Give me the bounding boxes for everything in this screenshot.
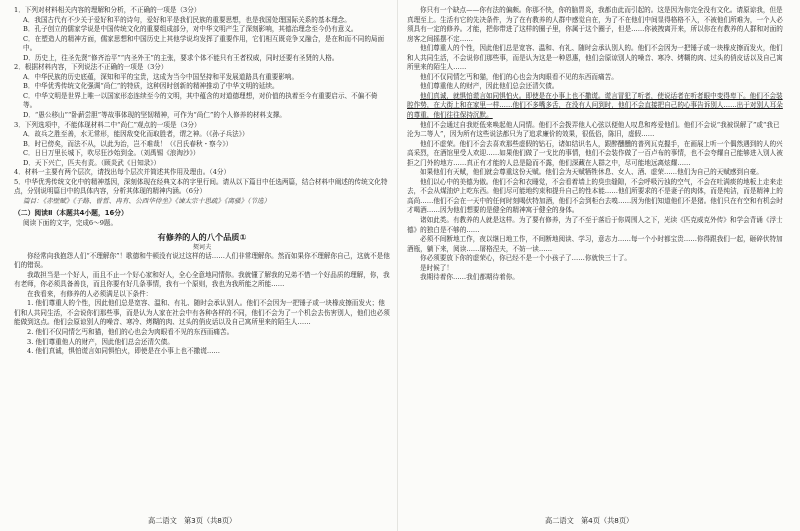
- q3-option-b: B．时已傍矣，而法不从，以此为治，岂不难哉！（《吕氏春秋・察今》）: [23, 139, 233, 148]
- article-paragraph: 我期待着你……我们都期待着你。: [420, 273, 519, 282]
- q3-option-a: A．故兵之胜至善，水无常形，能因敌变化而取胜者，谓之神。（《孙子兵法》）: [23, 130, 249, 139]
- q5-titles-label: 篇目：: [23, 196, 43, 205]
- question-2: 2．根据材料内容，下列说法不正确的一项是（3分）: [14, 63, 168, 72]
- q1-option-d: D．历史上，往圣先贤“修齐治平”“内圣外王”的主张，要求个体不能只有王者权威，同时还要有圣贤的人格。: [23, 53, 339, 62]
- article-paragraph: 你经常向我抱怨人们“不理解你”！歌德和牛顿没有说过这样的话……人们非常理解你。然而如果你不理解你自己，这就不是他们的错误。: [14, 251, 390, 270]
- article-paragraph: 诸如此类。有教养的人就是这样。为了要有修养，为了不至于落后于你周围人之下，光读《匹克威克外传》和学会背诵《浮士德》的独白是不够的……: [407, 216, 783, 234]
- q2-option-b: B．中华优秀传统文化强调“尚仁”的特质，这种因时创新的精神推动了中华文明的延续。: [23, 82, 279, 91]
- page-fold-divider: [397, 0, 398, 531]
- q3-option-c: C．日日万里长城下，吹尽狂沙始到金。（刘禹锡《浪淘沙》）: [23, 149, 200, 158]
- article-paragraph: 他们不虚荣。他们不会去喜欢那些虚假的钻石，诸如结识名人，跟醉醺醺的普列瓦克握手，在画展上听一个偶然遇到的人的兴高采烈，在酒馆里受人欢迎……如果他们做了一戈比的事情，他们不会装作做了一百卢布的事情，也不会夸耀自己能够进入别人被拒之门外的地方……真正有才能的人总是隐而不露，他们深藏在人群之中，尽可能地远离炫耀……: [407, 139, 783, 167]
- page-3-footer: 高二语文 第3页（共8页）: [148, 516, 237, 525]
- q2-option-d: D．“愚公移山”“卧薪尝胆”等故事体现的坚韧精神，可作为“尚仁”的个人修养的材料支撑。: [23, 111, 286, 120]
- question-4: 4．材料一主要有两个层次，请找出每个层次并简述其作用及理由。（4分）: [14, 168, 231, 177]
- article-paragraph: 他们不会通过自我贬低来唤起他人同情。他们不会拨弄他人心弦以便他人叹息和疼爱他们。他们不会说“我被误解了”或“我已沦为二等人”，因为所有这些说法都只为了追求廉价的效果，很低俗，陈旧，虚假……: [407, 120, 780, 139]
- question-1: 1．下列对材料相关内容的理解和分析，不正确的一项是（3分）: [14, 6, 201, 14]
- page-4-column: [407, 6, 783, 514]
- article-paragraph: 1. 他们尊重人的个性，因此他们总是宽容、温和、有礼、随时会承认别人。他们不会因为一把锤子或一块橡皮擦而发火；他们和人共同生活，不会说你们那些事，而是认为人家在社会中有各种各样的不同，他们不会为了一个机会去伤害别人，他们也必须能做到这点。他们会原谅别人的噪音、寒冷、烤糊的肉、过头的俏皮话以及自己寓所里来的陌生人……: [14, 299, 390, 327]
- article-paragraph: 是时候了！: [420, 263, 453, 272]
- q2-option-c: C．中华文明是世界上唯一以国家形态连续至今的文明，其中蕴含的对道德理想，对价值的执着至今有重要启示、不偏不倚等。: [23, 91, 378, 110]
- article-paragraph: 4. 他们真诚，惧怕谎言如同惧怕火，即使是在小事上也不撒谎……: [27, 347, 221, 356]
- article-paragraph-underlined: 他们真诚，就惧怕谎言如同惧怕火。即使是在小事上也不撒谎。谎言冒犯了听者，使说话者在听者眼中变得卑下。他们不会装腔作势，在大街上和在家里一样……他们不多嘴多舌，在没有人问到时，他们不会直接把自己的心事告诉别人……出于对别人耳朵的尊重，他们往往保持沉默。: [407, 91, 783, 120]
- section-heading: （二）阅读Ⅱ（本题共4小题，16分）: [14, 209, 128, 218]
- article-paragraph: 他们以心中的美德为傲。他们不会和衣睡觉，不会看着墙上的臭虫缝隙，不会呼吸污浊的空气，不会在吐满痰的地板上走来走去，不会从煤油炉上吃东西。他们尽可能地约束和提升自己的性本能……他们所要求的不是妻子的肉体，而是纯洁，而是精神上的高尚……他们不会在一天中的任何时刻喝伏特加酒，他们不会到柜台去嗅……因为他们知道他们不是猪。他们只在有空和有机会时才喝酒……因为他们想要的是健全的精神寓于健全的身体。: [407, 177, 783, 215]
- article-paragraph: 我敢担当是一个好人，而且不止一个好心家和好人，全心全意地同情你。我就懂了解我的兄弟不惜一个好品质的理解，你，我有老师，你必须具备善良，而且你要有好几条事情，我有一个原则，我也为我所能之所能……: [14, 270, 390, 289]
- article-paragraph: 在我看来，有修养的人必须满足以下条件：: [27, 289, 153, 298]
- article-paragraph: 2. 他们不仅同情乞丐和猫，他们的心也会为肉眼看不见的东西而痛苦。: [27, 327, 234, 336]
- section-intro: 阅读下面的文字，完成6～9题。: [23, 219, 118, 228]
- q5-titles: 《赤壁赋》《子路、曾皙、冉有、公西华侍坐》《谏太宗十思疏》《离骚》（节选）: [42, 196, 271, 205]
- article-paragraph: 你只有一个缺点——你有法的偏颇。你那不快，你的脑胃炎，我都由此而引起的。这是因为你完全没有文化。请原谅我，但是真理至上。生活有它的先决条件，为了在有教养的人群中感觉自在，为了不在他们中间显得格格不入，不被他们所难为，一个人必须具有一定的修养。才能，把你带进了这样的圈子里，你属于这个圈子，但是……你被拽离开来，所以你在有教养的人群和对面的房客之间摇摆不定……: [407, 6, 783, 43]
- article-paragraph: 3. 他们尊重他人的财产，因此他们总会还清欠债。: [27, 337, 174, 346]
- q5-titles-line: [23, 197, 390, 207]
- q1-option-a: A．我国古代有不少关于爱好和平的诗句，爱好和平是我们民族的重要思想，也是我国处理国际关系的基本理念。: [23, 15, 351, 24]
- article-paragraph: 他们不仅同情乞丐和猫，他们的心也会为肉眼看不见的东西而痛苦。: [420, 72, 618, 81]
- q1-option-c: C．在塑造人的精神方面，儒家思想和中国历史上其他学说均发挥了重要作用，它们相互既竞争又融合，是在和而不同的局面中。: [23, 34, 385, 53]
- article-paragraph: 必须不间断地工作，夜以继日地工作，不间断地阅读、学习，意志力……每一个小时都宝贵……你得跟我们一起，砸碎伏特加酒瓶，躺下来，阅读……屠格涅夫，不妨一读……: [407, 235, 783, 253]
- question-5: 5．中华优秀传统文化中的精神基因，深刻体现在经典文本的字里行间。请从以下篇目中任选两篇，结合材料中阐述的传统文化特点，分别说明篇目中的具体内容，分析其体现的精神内涵。（6分）: [14, 177, 388, 196]
- article-paragraph: 你必须要放下你的虚荣心，你已经不是一个小孩子了……你就快三十了。: [420, 254, 631, 263]
- q2-option-a: A．中华民族的历史底蕴，深知和平的宝贵，这成为当今中国坚持和平发展道路具有重要影响。: [23, 72, 299, 81]
- page-4-footer: 高二语文 第4页（共8页）: [545, 516, 634, 525]
- page-3-column: [14, 6, 390, 514]
- article-author: 契诃夫: [192, 243, 212, 251]
- article-paragraph: 他们尊重人的个性，因此他们总是宽容、温和、有礼、随时会承认别人的。他们不会因为一把锤子或一块橡皮擦而发火，他们和人共同生活，不会说你们那些事，而是认为这是一种恩惠，他们会原谅别人的噪音、寒冷、烤糊的肉、过头的俏皮话以及自己寓所里来的陌生人……: [407, 44, 783, 72]
- article-paragraph: 如果他们有天赋，他们就会尊重这份天赋。他们会为天赋牺牲休息、女人、酒、虚荣……他们为自己的天赋感到自豪。: [420, 168, 763, 177]
- q1-option-b: B．孔子创立的儒家学说是中国传统文化的重要组成部分，对中华文明产生了深刻影响，其德治理念至今仍有意义。: [23, 25, 358, 34]
- article-title: 有修养的人的八个品质①: [157, 231, 247, 242]
- question-3: 3．下列选项中，不能体现材料二中“尚仁”观点的一项是（3分）: [14, 120, 201, 129]
- q3-option-d: D．天下兴亡，匹夫有责。（顾炎武《日知录》）: [23, 158, 161, 167]
- article-paragraph: 他们尊重他人的财产，因此他们总会还清欠债。: [420, 82, 559, 91]
